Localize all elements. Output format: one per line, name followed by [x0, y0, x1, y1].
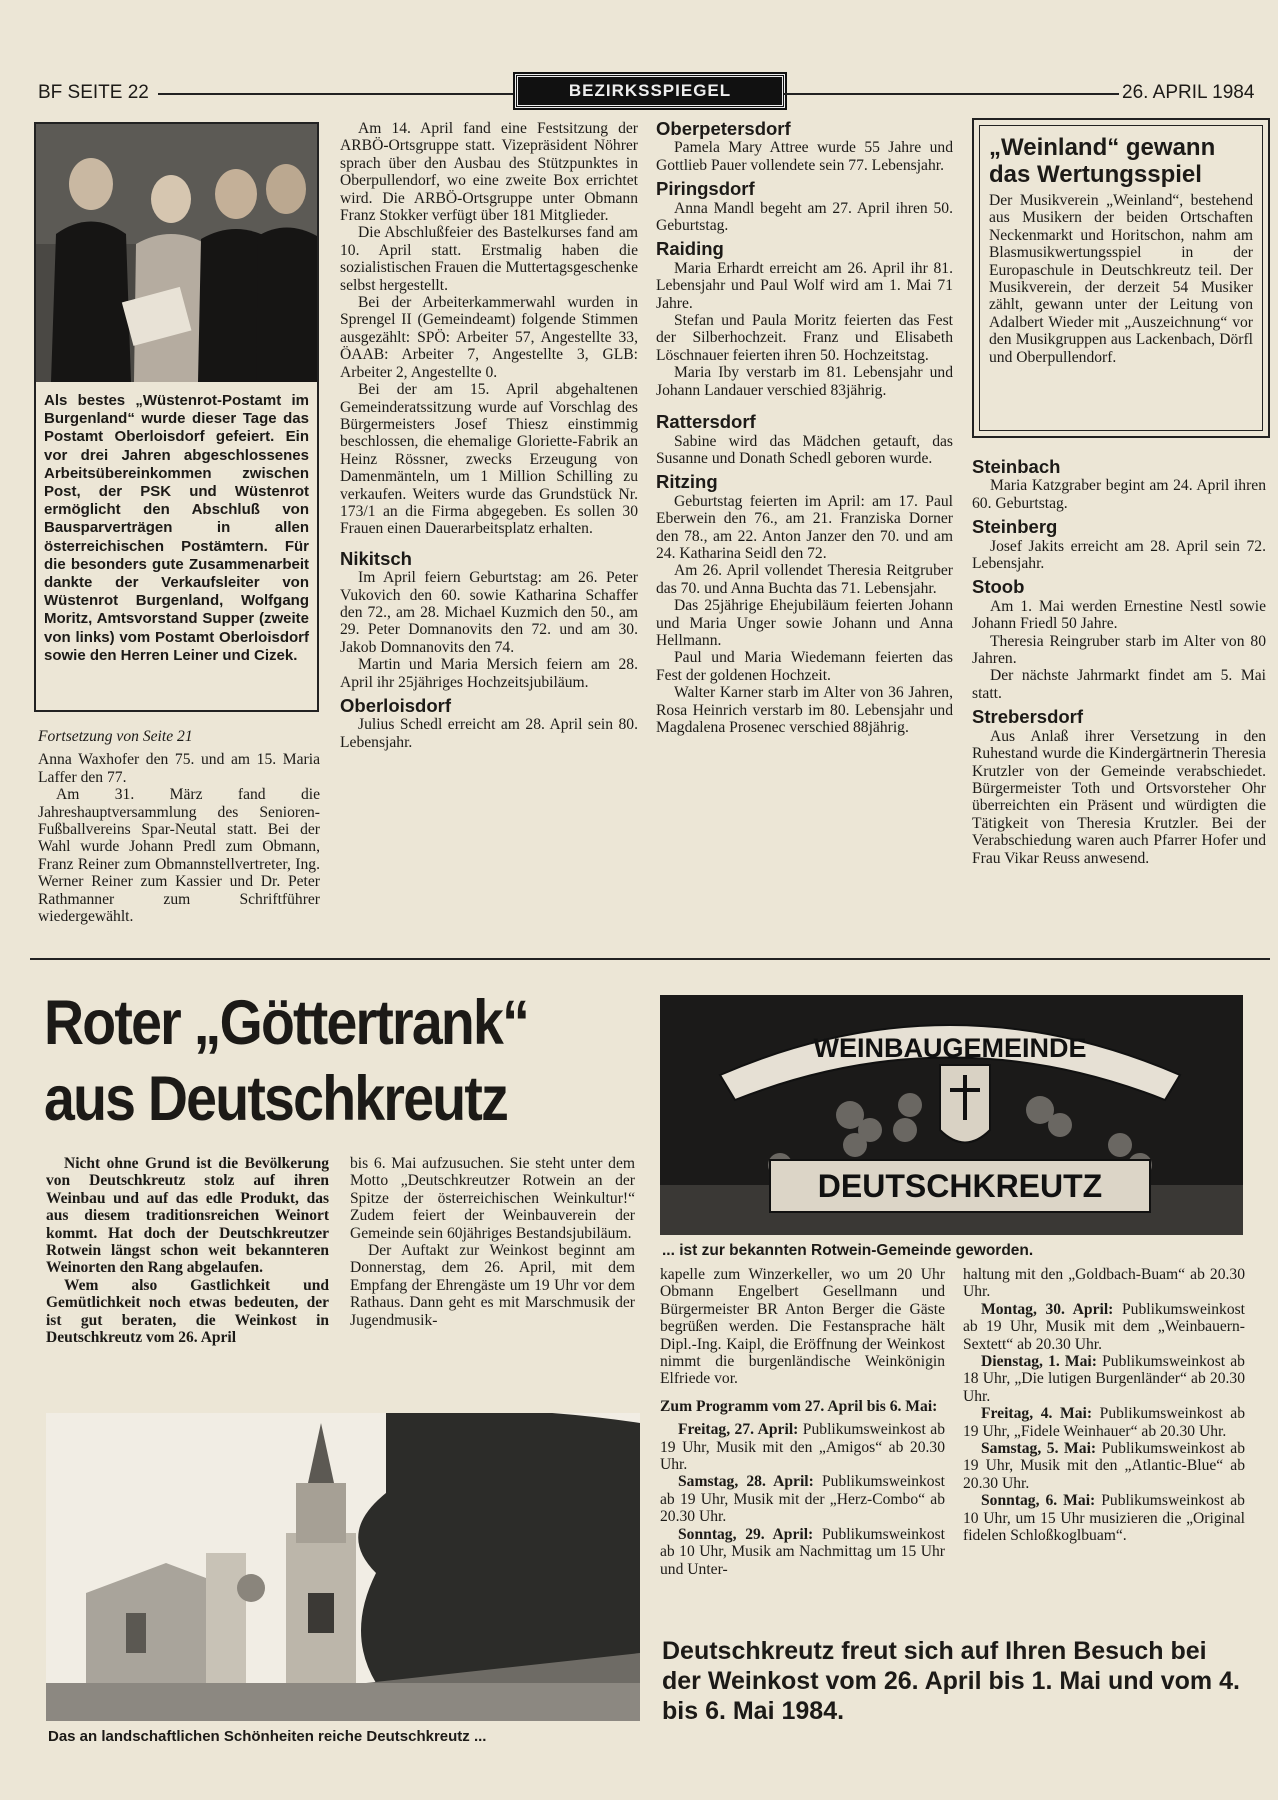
feature-intro — [46, 1155, 329, 1346]
program-heading: Zum Programm vom 27. April bis 6. Mai: — [660, 1397, 938, 1415]
col4-paragraph: Am 1. Mai werden Ernestine Nestl sowie Johann Friedl 50 Jahre. — [972, 597, 1266, 633]
heading-raiding: Raiding — [656, 238, 724, 260]
header-rule-right — [784, 93, 1119, 95]
weinland-text: Der Musikverein „Weinland“, bestehend aus Musikern der beiden Ortschaften Neckenmarkt und Horitschon, nahm am Blasmusikwertungsspiel in der Europaschule in Deutschkreutz teil. Der Musikverein, der derzeit 54 Musiker zählt, gewann unter der Leitung von Adalbert Wieder mit „Auszeichnung“ vor den Musikgruppen aus Lackenbach, Dörfl und Oberpullendorf. — [989, 192, 1253, 366]
program-day: Samstag, 5. Mai: — [981, 1440, 1097, 1458]
feature-col-b — [350, 1155, 635, 1329]
program-item — [963, 1301, 1245, 1353]
col1-paragraph: Am 31. März fand die Jahreshauptversammlung des Senioren-Fußballvereins Spar-Neutal statt. Bei der Wahl wurde Johann Predl zum Obmann, Franz Reiner zum Obmannstellvertreter, Ing. Werner Reiner zum Kassier und Dr. Peter Rathmanner zum Schriftführer wiedergewählt. — [38, 786, 320, 926]
program-item — [660, 1473, 945, 1525]
church-photo — [46, 1413, 640, 1721]
program-item — [660, 1526, 945, 1578]
feature-paragraph: haltung mit den „Goldbach-Buam“ ab 20.30 Uhr. — [963, 1266, 1245, 1301]
feature-paragraph: kapelle zum Winzerkeller, wo um 20 Uhr Obmann Engelbert Gesellmann und Bürgermeister BR Anton Berger die Gäste begrüßen werden. Die Festansprache hält Dipl.-Ing. Kaipl, die Eröffnung der Weinkost nimmt die burgenländische Weinkönigin Elfriede vor. — [660, 1266, 945, 1388]
sign-bottom-text: DEUTSCHKREUTZ — [817, 1168, 1103, 1204]
col3-paragraph: Maria Erhardt erreicht am 26. April ihr 81. Lebensjahr und Paul Wolf wird am 1. Mai 71 Jahre. — [656, 259, 953, 312]
heading-steinberg: Steinberg — [972, 516, 1058, 538]
postamt-photo-box — [34, 122, 319, 712]
col3-paragraph: Walter Karner starb im Alter von 36 Jahren, Rosa Heinrich verstarb im 80. Lebensjahr und Magdalena Prosenec verschied 88jährig. — [656, 684, 953, 736]
postamt-photo-image — [36, 124, 317, 382]
program-text: Publikumsweinkost ab 10 Uhr, Musik am Nachmittag um 15 Uhr und Unter- — [660, 1525, 946, 1578]
program-text: Publikumsweinkost ab 18 Uhr, „Die lutigen Burgenländer“ ab 20.30 Uhr. — [963, 1353, 1245, 1405]
col2-paragraph: Bei der Arbeiterkammerwahl wurden in Sprengel II (Gemeindeamt) folgende Stimmen ausgezählt: SPÖ: Arbeiter 57, Angestellte 33, ÖAAB: Arbeiter 7, Angestellte 3, GLB: Arbeiter 2, Angestellte 0. — [340, 294, 638, 381]
program-day: Montag, 30. April: — [981, 1300, 1114, 1318]
col2-paragraph: Im April feiern Geburtstag: am 26. Peter Vukovich den 60. sowie Katharina Schaffer den 72., am 28. Michael Kuzmich den 50., am 29. Peter Domnanovits den 72. und am 30. Jakob Domnanovits den 74. — [340, 569, 638, 656]
program-text: Publikumsweinkost ab 19 Uhr, Musik mit dem „Weinbauern-Sextett“ ab 20.30 Uhr. — [963, 1300, 1246, 1353]
program-day: Freitag, 4. Mai: — [981, 1405, 1093, 1423]
col4-paragraph: Der nächste Jahrmarkt findet am 5. Mai statt. — [972, 667, 1266, 702]
col3-paragraph: Pamela Mary Attree wurde 55 Jahre und Gottlieb Pauer vollendete sein 77. Lebensjahr. — [656, 139, 953, 174]
program-text: Publikumsweinkost ab 10 Uhr, um 15 Uhr musizieren die „Original fidelen Schloßkoglbuam“. — [963, 1492, 1245, 1545]
weinbaugemeinde-sign-photo — [660, 995, 1243, 1235]
feature-col-d — [963, 1266, 1245, 1545]
col1-paragraph: Anna Waxhofer den 75. und am 15. Maria Laffer den 77. — [38, 751, 320, 786]
col3-paragraph: Geburtstag feierten im April: am 17. Paul Eberwein den 76., am 21. Franziska Dorner den 78., am 22. Anton Janzer den 70. und am 24. Katharina Seidl den 72. — [656, 492, 953, 562]
header-page-number: BF SEITE 22 — [38, 82, 149, 103]
heading-stoob: Stoob — [972, 576, 1025, 598]
heading-nikitsch: Nikitsch — [340, 547, 412, 569]
col3-paragraph: Paul und Maria Wiedemann feierten das Fest der goldenen Hochzeit. — [656, 649, 953, 684]
heading-strebersdorf: Strebersdorf — [972, 706, 1084, 728]
heading-ritzing: Ritzing — [656, 471, 718, 493]
feature-paragraph: bis 6. Mai aufzusuchen. Sie steht unter dem Motto „Deutschkreutzer Rotwein an der Spitze der österreichischen Weinkultur!“ Zudem feiert der Weinbauverein der Gemeinde sein 60jähriges Bestandsjubiläum. — [350, 1155, 635, 1242]
feature-closing: Deutschkreutz freut sich auf Ihren Besuch bei der Weinkost vom 26. April bis 1. Mai und vom 4. bis 6. Mai 1984. — [662, 1637, 1240, 1725]
program-text: Publikumsweinkost ab 19 Uhr, Musik mit den „Atlantic-Blue“ ab 20.30 Uhr. — [963, 1440, 1245, 1492]
headline-line-1: Roter „Göttertrank“ — [44, 988, 529, 1058]
church-photo-image — [46, 1413, 640, 1721]
program-text: Publikumsweinkost ab 19 Uhr, Musik mit den „Amigos“ ab 20.30 Uhr. — [660, 1421, 945, 1474]
sign-photo-caption: ... ist zur bekannten Rotwein-Gemeinde geworden. — [662, 1242, 1034, 1259]
postamt-photo — [36, 124, 317, 382]
col3-article — [656, 120, 953, 736]
program-day: Freitag, 27. April: — [678, 1421, 799, 1439]
program-item — [963, 1353, 1245, 1405]
col3-paragraph: Sabine wird das Mädchen getauft, das Susanne und Donath Schedl geboren wurde. — [656, 432, 953, 467]
col4-article — [972, 458, 1266, 867]
col3-paragraph: Maria Iby verstarb im 81. Lebensjahr und Johann Landauer verschied 83jährig. — [656, 364, 953, 399]
section-divider — [30, 958, 1270, 960]
heading-rattersdorf: Rattersdorf — [656, 411, 756, 433]
heading-oberloisdorf: Oberloisdorf — [340, 695, 452, 716]
feature-paragraph: Der Auftakt zur Weinkost beginnt am Donnerstag, dem 26. April, mit dem Empfang der Ehrengäste um 19 Uhr vor dem Rathaus. Dann geht es mit Marschmusik der Jugendmusik- — [350, 1242, 635, 1329]
col2-paragraph: Martin und Maria Mersich feiern am 28. April ihr 25jähriges Hochzeitsjubiläum. — [340, 656, 638, 691]
col3-paragraph: Anna Mandl begeht am 27. April ihren 50. Geburtstag. — [656, 199, 953, 235]
postamt-photo-caption: Als bestes „Wüstenrot-Postamt im Burgenland“ wurde dieser Tage das Postamt Oberloisdorf gefeiert. Ein vor drei Jahren abgeschlossenes Arbeitsübereinkommen zwischen Post, der PSK und Wüstenrot ermöglicht den Abschluß von Bausparverträgen in allen österreichischen Postämtern. Für die besonders gute Zusammenarbeit dankte der Verkaufsleiter von Wüstenrot Burgenland, Wolfgang Moritz, Amtsvorstand Supper (zweite von links) vom Postamt Oberloisdorf sowie den Herren Leiner und Cizek. — [44, 392, 309, 664]
program-item — [963, 1492, 1245, 1544]
col2-paragraph: Julius Schedl erreicht am 28. April sein 80. Lebensjahr. — [340, 716, 638, 751]
program-day: Samstag, 28. April: — [678, 1473, 814, 1491]
col2-article — [340, 120, 638, 751]
col3-paragraph: Am 26. April vollendet Theresia Reitgruber das 70. und Anna Buchta das 71. Lebensjahr. — [656, 562, 953, 597]
heading-steinbach: Steinbach — [972, 456, 1061, 477]
heading-piringsdorf: Piringsdorf — [656, 178, 755, 200]
program-item — [963, 1405, 1245, 1440]
continuation-note: Fortsetzung von Seite 21 — [38, 728, 193, 745]
feature-col-c — [660, 1266, 945, 1578]
col3-paragraph: Das 25jährige Ehejubiläum feierten Johann und Maria Unger sowie Johann und Anna Hellmann. — [656, 597, 953, 649]
program-text: Publikumsweinkost ab 19 Uhr, „Fidele Weinhauer“ ab 20.30 Uhr. — [963, 1405, 1246, 1440]
church-photo-caption: Das an landschaftlichen Schönheiten reiche Deutschkreutz ... — [48, 1728, 487, 1745]
col2-paragraph: Die Abschlußfeier des Bastelkurses fand am 10. April statt. Erstmalig haben die sozialistischen Frauen die Muttertagsgeschenke selbst hergestellt. — [340, 224, 638, 294]
program-text: Publikumsweinkost ab 19 Uhr, Musik mit der „Herz-Combo“ ab 20.30 Uhr. — [660, 1473, 945, 1526]
sign-top-text: WEINBAUGEMEINDE — [813, 1033, 1087, 1063]
program-day: Sonntag, 29. April: — [678, 1525, 814, 1543]
col4-paragraph: Josef Jakits erreicht am 28. April sein 72. Lebensjahr. — [972, 537, 1266, 573]
headline-line-2: aus Deutschkreutz — [44, 1064, 508, 1134]
col2-paragraph: Am 14. April fand eine Festsitzung der ARBÖ-Ortsgruppe statt. Vizepräsident Nöhrer sprach über den Ausbau des Stützpunktes in Oberpullendorf, wo eine zweite Box errichtet wird. Die ARBÖ-Ortsgruppe unter Obmann Franz Stokker verfügt über 181 Mitglieder. — [340, 120, 638, 225]
feature-intro-paragraph: Nicht ohne Grund ist die Bevölkerung von Deutschkreutz stolz auf ihren Weinbau und auf das edle Produkt, das aus diesem traditionsreichen Weinort kommt. Hat doch der Deutschkreutzer Rotwein längst schon weit bekannteren Weinorten den Rang abgelaufen. — [46, 1155, 329, 1277]
col3-paragraph: Stefan und Paula Moritz feierten das Fest der Silberhochzeit. Franz und Elisabeth Löschnauer feierten ihren 50. Hochzeitstag. — [656, 312, 953, 364]
heading-oberpetersdorf: Oberpetersdorf — [656, 118, 791, 139]
program-item — [660, 1421, 945, 1473]
sign-photo-image — [660, 995, 1243, 1235]
col4-paragraph: Aus Anlaß ihrer Versetzung in den Ruhestand wurde die Kindergärtnerin Theresia Krutzler von der Gemeinde verabschiedet. Bürgermeister Toth und Ortsvorsteher Ohr überreichten ein Präsent und würdigten die Tätigkeit von Theresia Krutzler. Bei der Verabschiedung waren auch Pfarrer Hofer und Frau Vikar Reuss anwesend. — [972, 727, 1266, 867]
program-item — [963, 1440, 1245, 1492]
col4-paragraph: Maria Katzgraber begint am 24. April ihren 60. Geburtstag. — [972, 477, 1266, 512]
program-day: Dienstag, 1. Mai: — [981, 1353, 1097, 1371]
header-section-label: BEZIRKSSPIEGEL — [515, 74, 785, 108]
feature-headline — [44, 985, 572, 1137]
col2-paragraph: Bei der am 15. April abgehaltenen Gemeinderatssitzung wurde auf Vorschlag des Bürgermeisters Josef Thiesz einstimmig beschlossen, die ehemalige Gloriette-Fabrik an Heinz Rössner, zwecks Erzeugung von Damenmänteln, um 1 Million Schilling zu verkaufen. Weiters wurde das Grundstück Nr. 173/1 an die Firma abgegeben. Es sollen 30 Frauen einen Dauerarbeitsplatz erhalten. — [340, 381, 638, 538]
header-rule-left — [158, 93, 513, 95]
weinland-box — [972, 118, 1270, 438]
col1-article — [38, 728, 320, 925]
header-date: 26. APRIL 1984 — [1122, 82, 1255, 103]
col4-paragraph: Theresia Reingruber starb im Alter von 80 Jahren. — [972, 632, 1266, 668]
weinland-title: „Weinland“ gewann das Wertungsspiel — [989, 134, 1216, 188]
program-day: Sonntag, 6. Mai: — [981, 1492, 1096, 1510]
feature-intro-paragraph: Wem also Gastlichkeit und Gemütlichkeit noch etwas bedeuten, der ist gut beraten, die Weinkost in Deutschkreutz vom 26. April — [46, 1276, 329, 1347]
